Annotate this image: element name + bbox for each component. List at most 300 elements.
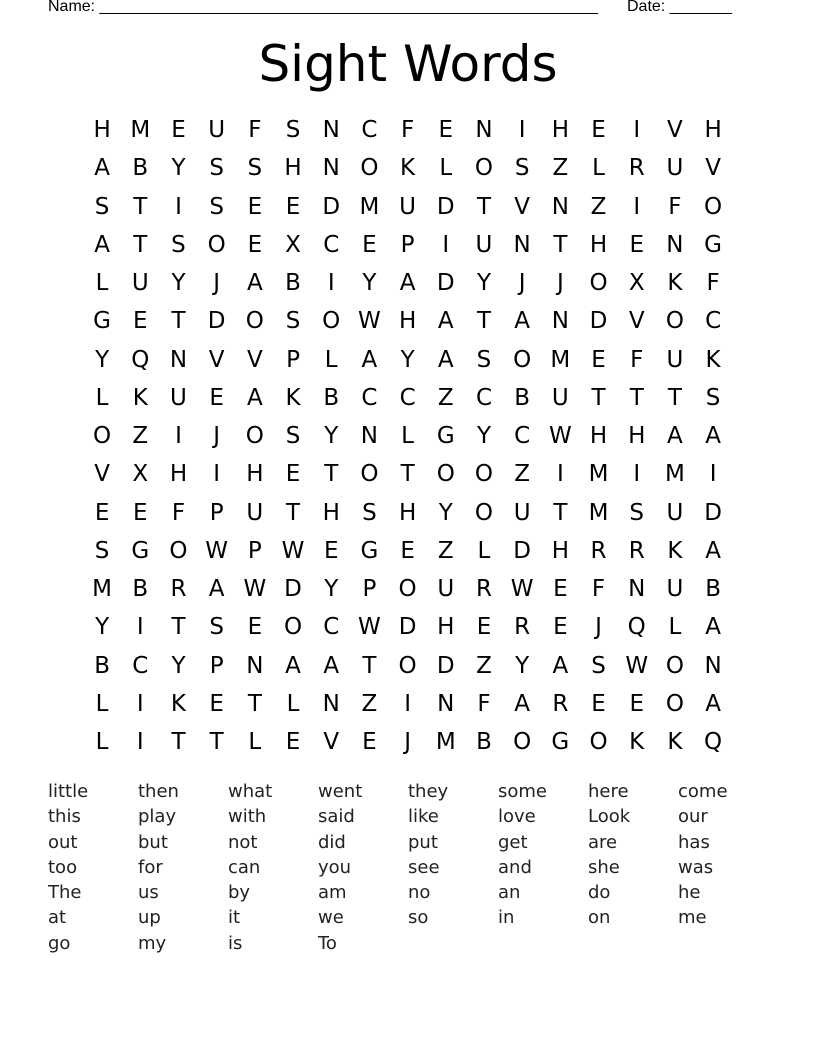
word-list-item: some bbox=[498, 781, 547, 802]
grid-letter: K bbox=[170, 690, 187, 717]
grid-letter: W bbox=[281, 537, 305, 564]
grid-letter: R bbox=[552, 690, 569, 717]
grid-letter: A bbox=[361, 346, 378, 373]
grid-letter: O bbox=[474, 499, 494, 526]
grid-letter: W bbox=[243, 576, 267, 603]
grid-letter: E bbox=[247, 231, 263, 258]
grid-letter: I bbox=[633, 461, 641, 488]
grid-letter: D bbox=[436, 193, 455, 220]
grid-letter: N bbox=[169, 346, 188, 373]
grid-letter: H bbox=[169, 461, 188, 488]
grid-letter: Y bbox=[362, 270, 377, 297]
grid-letter: O bbox=[360, 155, 379, 182]
grid-letter: N bbox=[322, 690, 340, 717]
grid-letter: E bbox=[285, 193, 301, 220]
grid-letter: K bbox=[667, 537, 683, 564]
name-label: Name: ________________________________________________________ bbox=[48, 0, 598, 15]
word-list-item: not bbox=[228, 831, 258, 853]
word-list-item: at bbox=[48, 907, 67, 929]
grid-letter: C bbox=[323, 231, 340, 258]
grid-letter: C bbox=[705, 308, 722, 335]
grid-letter: J bbox=[518, 270, 526, 297]
grid-letter: E bbox=[400, 537, 415, 564]
grid-letter: U bbox=[513, 499, 531, 526]
grid-letter: T bbox=[286, 499, 301, 526]
word-list-item: my bbox=[138, 932, 167, 954]
grid-letter: I bbox=[175, 423, 182, 450]
grid-letter: P bbox=[286, 346, 300, 373]
grid-letter: V bbox=[628, 308, 645, 335]
grid-letter: Z bbox=[437, 384, 454, 411]
word-list-item: has bbox=[678, 831, 710, 853]
date-field bbox=[627, 0, 732, 16]
grid-letter: N bbox=[475, 117, 493, 144]
grid-letter: O bbox=[474, 155, 494, 182]
grid-letter: S bbox=[591, 652, 606, 679]
word-list-item: what bbox=[228, 781, 273, 802]
grid-letter: V bbox=[323, 729, 340, 756]
page-title: Sight Words bbox=[258, 35, 558, 93]
grid-letter: D bbox=[322, 193, 341, 220]
grid-letter: O bbox=[169, 537, 188, 564]
grid-letter: T bbox=[553, 231, 568, 258]
grid-letter: Y bbox=[171, 270, 186, 297]
grid-letter: U bbox=[666, 499, 684, 526]
grid-letter: C bbox=[514, 423, 531, 450]
grid-letter: I bbox=[556, 461, 564, 488]
grid-letter: E bbox=[285, 729, 301, 756]
grid-letter: C bbox=[323, 614, 340, 641]
grid-letter: A bbox=[437, 346, 454, 373]
grid-letter: P bbox=[209, 499, 224, 526]
grid-letter: A bbox=[705, 614, 721, 641]
grid-letter: A bbox=[705, 537, 721, 564]
grid-letter: T bbox=[209, 729, 224, 756]
grid-letter: D bbox=[704, 499, 722, 526]
grid-letter: N bbox=[322, 117, 340, 144]
grid-letter: E bbox=[209, 384, 224, 411]
word-list-item: play bbox=[138, 806, 177, 828]
grid-letter: E bbox=[133, 499, 148, 526]
grid-letter: I bbox=[136, 690, 144, 717]
grid-letter: Y bbox=[438, 499, 453, 526]
grid-letter: F bbox=[171, 499, 186, 526]
word-list-item: can bbox=[228, 856, 261, 878]
grid-letter: N bbox=[551, 308, 569, 335]
grid-letter: T bbox=[362, 652, 377, 679]
grid-letter: A bbox=[208, 576, 225, 603]
grid-letter: D bbox=[436, 652, 455, 679]
grid-letter: G bbox=[360, 537, 379, 564]
grid-letter: E bbox=[133, 308, 148, 335]
grid-letter: H bbox=[322, 499, 340, 526]
grid-letter: L bbox=[286, 690, 300, 717]
grid-letter: O bbox=[245, 308, 264, 335]
grid-letter: F bbox=[630, 346, 644, 373]
word-list-item: do bbox=[588, 882, 611, 904]
grid-letter: C bbox=[361, 117, 378, 144]
word-list-item: too bbox=[48, 856, 78, 878]
grid-letter: C bbox=[361, 384, 378, 411]
grid-letter: M bbox=[588, 499, 609, 526]
word-list-item: me bbox=[678, 907, 707, 929]
grid-letter: V bbox=[667, 117, 683, 144]
grid-letter: O bbox=[513, 729, 532, 756]
grid-letter: D bbox=[207, 308, 226, 335]
grid-letter: E bbox=[591, 690, 606, 717]
grid-letter: M bbox=[359, 193, 380, 220]
grid-letter: R bbox=[514, 614, 531, 641]
grid-letter: O bbox=[360, 461, 379, 488]
word-list-item: in bbox=[498, 907, 515, 929]
grid-letter: Z bbox=[361, 690, 378, 717]
grid-letter: N bbox=[704, 652, 722, 679]
grid-letter: O bbox=[245, 423, 264, 450]
grid-letter: B bbox=[94, 652, 110, 679]
grid-letter: M bbox=[92, 576, 113, 603]
grid-letter: T bbox=[247, 690, 262, 717]
grid-letter: O bbox=[436, 461, 455, 488]
grid-letter: S bbox=[209, 155, 224, 182]
grid-letter: E bbox=[629, 231, 644, 258]
grid-letter: H bbox=[551, 117, 569, 144]
grid-letter: N bbox=[551, 193, 569, 220]
grid-letter: A bbox=[667, 423, 683, 450]
grid-letter: R bbox=[628, 155, 645, 182]
grid-letter: D bbox=[513, 537, 532, 564]
grid-letter: O bbox=[398, 576, 417, 603]
grid-letter: S bbox=[362, 499, 377, 526]
word-list-item: up bbox=[138, 907, 161, 929]
grid-letter: Q bbox=[131, 346, 150, 373]
grid-letter: E bbox=[362, 729, 377, 756]
grid-letter: K bbox=[705, 346, 721, 373]
grid-letter: E bbox=[171, 117, 186, 144]
grid-letter: K bbox=[400, 155, 416, 182]
grid-letter: Y bbox=[515, 652, 530, 679]
grid-letter: Z bbox=[132, 423, 149, 450]
grid-letter: S bbox=[514, 155, 530, 182]
grid-letter: O bbox=[474, 461, 494, 488]
grid-letter: D bbox=[436, 270, 455, 297]
grid-letter: H bbox=[704, 117, 722, 144]
grid-letter: E bbox=[591, 346, 606, 373]
grid-letter: U bbox=[131, 270, 149, 297]
grid-letter: T bbox=[171, 308, 186, 335]
grid-letter: W bbox=[625, 652, 649, 679]
grid-letter: X bbox=[285, 231, 301, 258]
word-list-item: Look bbox=[588, 806, 631, 828]
grid-letter: Z bbox=[552, 155, 569, 182]
grid-letter: L bbox=[95, 729, 109, 756]
grid-letter: S bbox=[629, 499, 645, 526]
grid-letter: O bbox=[665, 690, 684, 717]
grid-letter: S bbox=[285, 423, 301, 450]
grid-letter: O bbox=[665, 652, 684, 679]
grid-letter: Y bbox=[400, 346, 415, 373]
grid-letter: T bbox=[476, 193, 491, 220]
grid-letter: O bbox=[513, 346, 532, 373]
word-list-item: and bbox=[498, 856, 532, 878]
word-list-item: are bbox=[588, 831, 618, 853]
grid-letter: V bbox=[94, 461, 110, 488]
grid-letter: E bbox=[553, 614, 568, 641]
word-list-item: they bbox=[408, 781, 449, 802]
grid-letter: F bbox=[477, 690, 491, 717]
grid-letter: H bbox=[437, 614, 455, 641]
grid-letter: S bbox=[171, 231, 186, 258]
word-list-item: come bbox=[678, 781, 728, 802]
grid-letter: A bbox=[399, 270, 416, 297]
grid-letter: L bbox=[324, 346, 338, 373]
grid-letter: O bbox=[283, 614, 303, 641]
grid-letter: U bbox=[170, 384, 187, 411]
grid-letter: T bbox=[400, 461, 415, 488]
grid-letter: I bbox=[709, 461, 717, 488]
grid-letter: Y bbox=[95, 346, 110, 373]
grid-letter: T bbox=[667, 384, 682, 411]
grid-letter: U bbox=[666, 155, 684, 182]
word-list-item: get bbox=[498, 831, 528, 853]
grid-letter: S bbox=[705, 384, 721, 411]
grid-letter: K bbox=[667, 729, 683, 756]
word-list-item: but bbox=[138, 831, 168, 853]
word-list-item: it bbox=[228, 907, 241, 929]
grid-letter: Q bbox=[704, 729, 723, 756]
grid-letter: B bbox=[285, 270, 301, 297]
grid-letter: A bbox=[94, 155, 110, 182]
grid-letter: T bbox=[324, 461, 339, 488]
word-list bbox=[48, 781, 808, 958]
word-search-grid bbox=[83, 111, 731, 761]
grid-letter: A bbox=[437, 308, 454, 335]
grid-letter: E bbox=[438, 117, 454, 144]
grid-letter: V bbox=[705, 155, 721, 182]
grid-letter: J bbox=[556, 270, 564, 297]
grid-letter: F bbox=[668, 193, 682, 220]
grid-letter: K bbox=[285, 384, 301, 411]
grid-letter: F bbox=[591, 576, 606, 603]
grid-letter: N bbox=[360, 423, 379, 450]
grid-letter: O bbox=[207, 231, 226, 258]
grid-letter: H bbox=[284, 155, 302, 182]
grid-letter: G bbox=[704, 231, 722, 258]
grid-letter: Z bbox=[437, 537, 454, 564]
grid-letter: O bbox=[704, 193, 723, 220]
word-list-item: here bbox=[588, 781, 629, 802]
grid-letter: B bbox=[132, 155, 149, 182]
grid-letter: Q bbox=[627, 614, 646, 641]
grid-letter: M bbox=[664, 461, 685, 488]
word-list-item: out bbox=[48, 831, 78, 853]
grid-letter: U bbox=[666, 576, 684, 603]
grid-letter: S bbox=[94, 537, 110, 564]
grid-letter: N bbox=[513, 231, 531, 258]
grid-letter: O bbox=[398, 652, 417, 679]
grid-letter: G bbox=[131, 537, 150, 564]
grid-letter: D bbox=[589, 308, 608, 335]
word-list-item: our bbox=[678, 806, 708, 828]
grid-letter: H bbox=[398, 308, 417, 335]
grid-letter: H bbox=[589, 231, 608, 258]
grid-letter: U bbox=[399, 193, 417, 220]
grid-letter: I bbox=[442, 231, 450, 258]
grid-letter: P bbox=[247, 537, 262, 564]
grid-letter: E bbox=[591, 117, 606, 144]
grid-letter: A bbox=[705, 423, 721, 450]
word-list-item: an bbox=[498, 882, 521, 904]
grid-letter: N bbox=[666, 231, 684, 258]
grid-letter: I bbox=[175, 193, 182, 220]
word-list-item: is bbox=[228, 932, 243, 954]
word-list-item: this bbox=[48, 806, 81, 828]
grid-letter: I bbox=[327, 270, 335, 297]
grid-letter: R bbox=[475, 576, 492, 603]
grid-letter: J bbox=[213, 423, 221, 450]
grid-letter: S bbox=[476, 346, 492, 373]
grid-letter: C bbox=[475, 384, 492, 411]
word-list-item: love bbox=[498, 806, 536, 828]
grid-letter: H bbox=[628, 423, 646, 450]
word-list-item: go bbox=[48, 932, 71, 954]
grid-letter: G bbox=[93, 308, 111, 335]
grid-letter: U bbox=[208, 117, 226, 144]
grid-letter: P bbox=[209, 652, 224, 679]
grid-letter: E bbox=[476, 614, 492, 641]
grid-letter: C bbox=[132, 652, 149, 679]
grid-letter: L bbox=[95, 384, 109, 411]
name-field bbox=[48, 0, 598, 16]
grid-letter: L bbox=[668, 614, 682, 641]
grid-letter: K bbox=[667, 270, 683, 297]
grid-letter: Y bbox=[171, 652, 186, 679]
grid-letter: E bbox=[553, 576, 568, 603]
grid-letter: O bbox=[665, 308, 684, 335]
word-list-item: was bbox=[678, 856, 714, 878]
grid-letter: B bbox=[476, 729, 492, 756]
grid-letter: T bbox=[476, 308, 491, 335]
grid-letter: L bbox=[477, 537, 491, 564]
grid-letter: B bbox=[514, 384, 531, 411]
word-list-item: said bbox=[318, 806, 355, 828]
grid-letter: A bbox=[246, 270, 263, 297]
grid-letter: F bbox=[248, 117, 262, 144]
grid-letter: Z bbox=[476, 652, 492, 679]
grid-letter: E bbox=[247, 193, 263, 220]
grid-letter: O bbox=[93, 423, 112, 450]
grid-letter: V bbox=[246, 346, 263, 373]
grid-letter: L bbox=[592, 155, 605, 182]
grid-letter: J bbox=[213, 270, 221, 297]
grid-letter: R bbox=[590, 537, 607, 564]
word-list-item: he bbox=[678, 882, 701, 904]
grid-letter: I bbox=[136, 614, 144, 641]
grid-letter: Y bbox=[476, 270, 491, 297]
grid-letter: E bbox=[285, 461, 301, 488]
grid-letter: T bbox=[553, 499, 568, 526]
grid-letter: I bbox=[633, 117, 641, 144]
grid-letter: M bbox=[550, 346, 571, 373]
grid-letter: A bbox=[246, 384, 263, 411]
grid-letter: S bbox=[94, 193, 110, 220]
grid-letter: A bbox=[323, 652, 340, 679]
grid-letter: O bbox=[322, 308, 341, 335]
grid-letter: D bbox=[284, 576, 302, 603]
grid-letter: S bbox=[209, 614, 224, 641]
word-list-item: we bbox=[318, 907, 344, 929]
grid-letter: M bbox=[130, 117, 151, 144]
grid-letter: I bbox=[136, 729, 144, 756]
word-list-item: for bbox=[138, 856, 163, 878]
word-list-item: little bbox=[48, 781, 89, 802]
grid-letter: A bbox=[705, 690, 721, 717]
grid-letter: N bbox=[246, 652, 264, 679]
grid-letter: O bbox=[589, 729, 608, 756]
grid-letter: R bbox=[170, 576, 187, 603]
grid-letter: D bbox=[398, 614, 417, 641]
grid-letter: W bbox=[358, 614, 381, 641]
grid-letter: A bbox=[552, 652, 569, 679]
grid-letter: A bbox=[514, 690, 531, 717]
date-label: Date: _______ bbox=[627, 0, 732, 15]
word-list-item: To bbox=[318, 932, 337, 954]
grid-letter: M bbox=[588, 461, 609, 488]
grid-letter: H bbox=[93, 117, 111, 144]
grid-letter: W bbox=[358, 308, 381, 335]
word-list-item: The bbox=[48, 882, 82, 904]
grid-letter: K bbox=[629, 729, 645, 756]
word-list-item: like bbox=[408, 806, 439, 828]
grid-letter: B bbox=[323, 384, 340, 411]
grid-letter: U bbox=[437, 576, 455, 603]
word-list-item: on bbox=[588, 907, 611, 929]
grid-letter: L bbox=[401, 423, 414, 450]
word-list-item: then bbox=[138, 781, 179, 802]
word-list-item: see bbox=[408, 856, 440, 878]
grid-letter: E bbox=[209, 690, 224, 717]
grid-letter: T bbox=[133, 193, 148, 220]
word-list-item: with bbox=[228, 806, 267, 828]
grid-letter: Z bbox=[514, 461, 531, 488]
grid-letter: Y bbox=[324, 423, 339, 450]
grid-letter: X bbox=[132, 461, 149, 488]
grid-letter: H bbox=[398, 499, 417, 526]
grid-letter: P bbox=[362, 576, 377, 603]
grid-letter: T bbox=[171, 614, 186, 641]
grid-letter: P bbox=[400, 231, 415, 258]
grid-letter: T bbox=[133, 231, 148, 258]
word-list-item: went bbox=[318, 781, 363, 802]
grid-letter: L bbox=[248, 729, 262, 756]
grid-letter: S bbox=[247, 155, 263, 182]
word-list-item: by bbox=[228, 882, 251, 904]
grid-letter: E bbox=[247, 614, 263, 641]
grid-letter: E bbox=[94, 499, 110, 526]
grid-letter: I bbox=[518, 117, 526, 144]
grid-letter: N bbox=[628, 576, 646, 603]
grid-letter: J bbox=[595, 614, 602, 641]
grid-letter: B bbox=[705, 576, 721, 603]
grid-letter: M bbox=[435, 729, 456, 756]
word-list-item: did bbox=[318, 831, 346, 853]
grid-letter: I bbox=[633, 193, 641, 220]
grid-letter: E bbox=[362, 231, 377, 258]
grid-letter: L bbox=[95, 270, 109, 297]
grid-letter: T bbox=[629, 384, 644, 411]
grid-letter: U bbox=[246, 499, 264, 526]
word-list-item: us bbox=[138, 882, 159, 904]
grid-letter: C bbox=[399, 384, 416, 411]
